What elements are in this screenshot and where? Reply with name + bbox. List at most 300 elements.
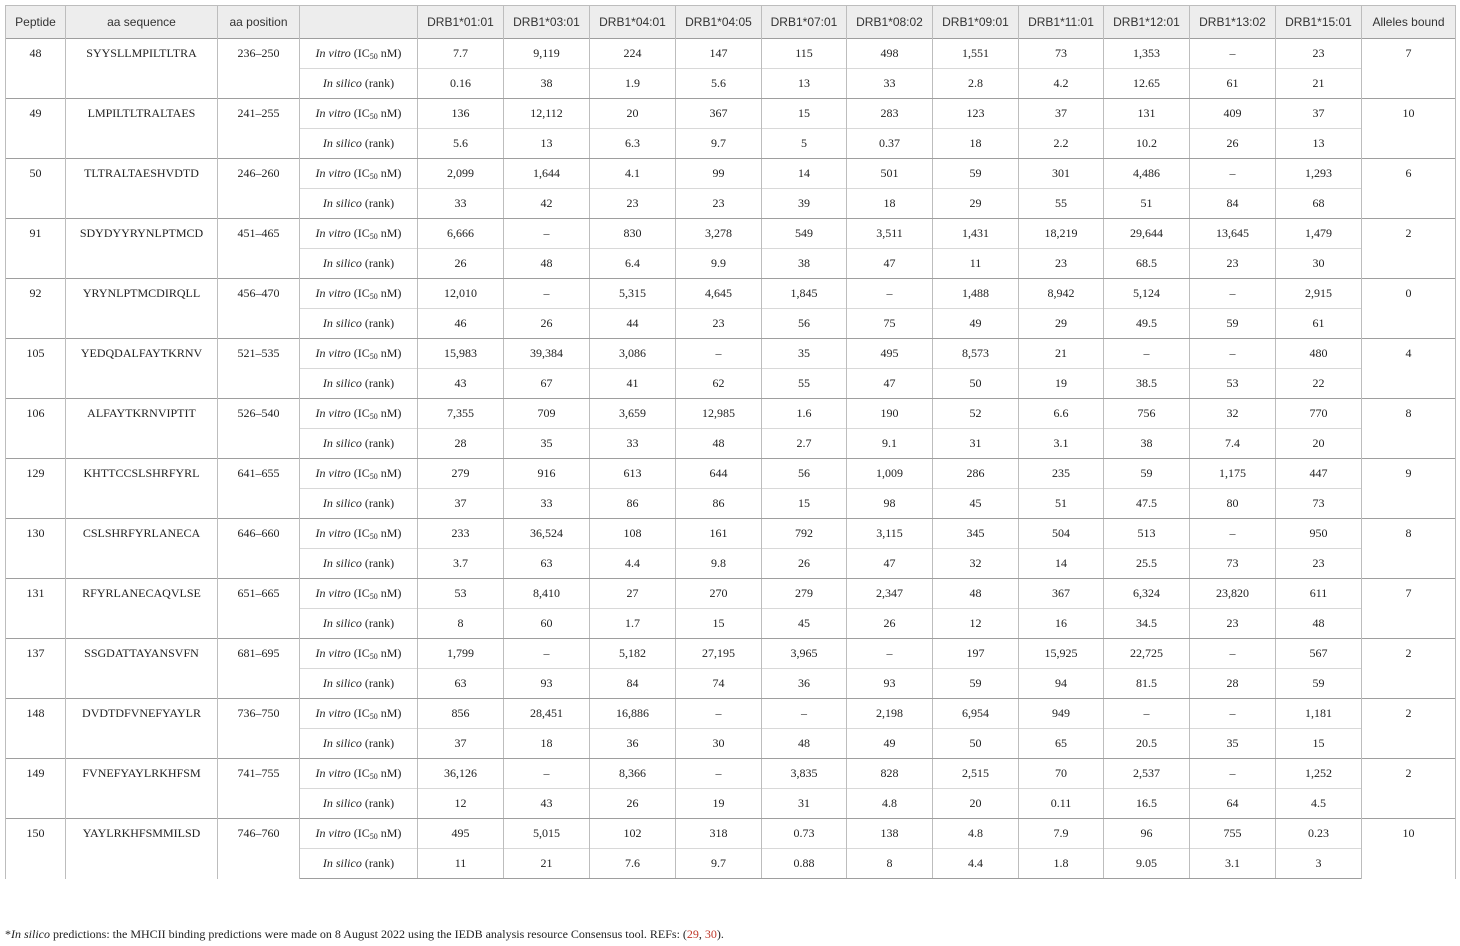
in-silico-value-cell: 1.7 [590, 609, 676, 639]
measure-italic: In silico [322, 316, 362, 330]
in-silico-value-cell: 0.88 [762, 849, 847, 879]
in-silico-value-cell: 63 [418, 669, 504, 699]
in-silico-value-cell: 73 [1276, 489, 1362, 519]
in-vitro-value-cell: 1,293 [1276, 159, 1362, 189]
in-vitro-value-cell: 70 [1019, 759, 1104, 789]
measure-italic: In vitro [315, 406, 351, 420]
in-vitro-value-cell: 6,954 [933, 699, 1019, 729]
measure-label-in-vitro [300, 459, 418, 489]
in-vitro-value-cell: – [1190, 279, 1276, 309]
in-silico-value-cell: 81.5 [1104, 669, 1190, 699]
in-vitro-value-cell: 18,219 [1019, 219, 1104, 249]
in-silico-value-cell: 15 [762, 489, 847, 519]
sequence-cell: RFYRLANECAQVLSE [66, 579, 218, 639]
in-vitro-value-cell: 1,353 [1104, 39, 1190, 69]
measure-italic: In silico [322, 616, 362, 630]
position-cell: 746–760 [218, 819, 300, 879]
measure-pre: (IC [350, 346, 370, 360]
measure-rest: (rank) [361, 496, 395, 510]
in-silico-value-cell: 33 [418, 189, 504, 219]
in-vitro-value-cell: 12,010 [418, 279, 504, 309]
in-silico-value-cell: 15 [1276, 729, 1362, 759]
in-vitro-value-cell: 367 [676, 99, 762, 129]
in-silico-value-cell: 9.8 [676, 549, 762, 579]
measure-italic: In vitro [315, 226, 351, 240]
measure-post: nM) [377, 46, 402, 60]
peptide-id-cell: 106 [6, 399, 66, 459]
sequence-cell: SSGDATTAYANSVFN [66, 639, 218, 699]
in-vitro-value-cell: 15,925 [1019, 639, 1104, 669]
measure-rest: (rank) [361, 256, 395, 270]
column-header: DRB1*07:01 [762, 6, 847, 39]
peptide-id-cell: 49 [6, 99, 66, 159]
in-vitro-value-cell: 279 [418, 459, 504, 489]
in-vitro-value-cell: 949 [1019, 699, 1104, 729]
in-vitro-value-cell: 5,315 [590, 279, 676, 309]
alleles-bound-cell: 7 [1362, 39, 1456, 99]
in-vitro-value-cell: 367 [1019, 579, 1104, 609]
in-vitro-value-cell: 52 [933, 399, 1019, 429]
table-row [6, 219, 1456, 249]
in-vitro-value-cell: 3,965 [762, 639, 847, 669]
in-vitro-value-cell: 7.9 [1019, 819, 1104, 849]
measure-label-in-vitro [300, 159, 418, 189]
in-vitro-value-cell: 1,488 [933, 279, 1019, 309]
column-header: Alleles bound [1362, 6, 1456, 39]
in-vitro-value-cell: 4,486 [1104, 159, 1190, 189]
in-silico-value-cell: 11 [418, 849, 504, 879]
in-vitro-value-cell: 8,573 [933, 339, 1019, 369]
in-vitro-value-cell: 36,126 [418, 759, 504, 789]
in-silico-value-cell: 50 [933, 369, 1019, 399]
in-vitro-value-cell: – [1190, 39, 1276, 69]
measure-italic: In silico [322, 376, 362, 390]
measure-sub: 50 [369, 592, 378, 601]
measure-pre: (IC [350, 766, 370, 780]
in-vitro-value-cell: 3,086 [590, 339, 676, 369]
in-vitro-value-cell: – [1190, 519, 1276, 549]
in-vitro-value-cell: 9,119 [504, 39, 590, 69]
measure-italic: In silico [322, 796, 362, 810]
measure-pre: (IC [350, 586, 370, 600]
measure-italic: In silico [322, 76, 362, 90]
measure-italic: In vitro [315, 346, 351, 360]
in-vitro-value-cell: 3,835 [762, 759, 847, 789]
in-vitro-value-cell: 2,915 [1276, 279, 1362, 309]
in-silico-value-cell: 4.8 [847, 789, 933, 819]
in-vitro-value-cell: 27,195 [676, 639, 762, 669]
measure-italic: In vitro [315, 46, 351, 60]
in-vitro-value-cell: 23 [1276, 39, 1362, 69]
in-silico-value-cell: 19 [1019, 369, 1104, 399]
in-vitro-value-cell: 3,278 [676, 219, 762, 249]
in-silico-value-cell: 30 [676, 729, 762, 759]
in-silico-value-cell: 9.7 [676, 849, 762, 879]
in-silico-value-cell: 64 [1190, 789, 1276, 819]
in-silico-value-cell: 33 [847, 69, 933, 99]
in-silico-value-cell: 5.6 [676, 69, 762, 99]
in-vitro-value-cell: 136 [418, 99, 504, 129]
table-row [6, 399, 1456, 429]
measure-pre: (IC [350, 226, 370, 240]
column-header: DRB1*08:02 [847, 6, 933, 39]
measure-post: nM) [377, 706, 402, 720]
in-silico-value-cell: 23 [1276, 549, 1362, 579]
measure-italic: In silico [322, 136, 362, 150]
in-vitro-value-cell: 0.23 [1276, 819, 1362, 849]
in-silico-value-cell: 26 [418, 249, 504, 279]
in-vitro-value-cell: 37 [1019, 99, 1104, 129]
footnote-marker: * [5, 927, 11, 941]
peptide-id-cell: 50 [6, 159, 66, 219]
measure-label-in-silico [300, 129, 418, 159]
in-silico-value-cell: 49 [847, 729, 933, 759]
in-silico-value-cell: 33 [590, 429, 676, 459]
in-silico-value-cell: 19 [676, 789, 762, 819]
table-row [6, 459, 1456, 489]
measure-pre: (IC [350, 406, 370, 420]
in-vitro-value-cell: 37 [1276, 99, 1362, 129]
in-vitro-value-cell: 123 [933, 99, 1019, 129]
measure-post: nM) [377, 526, 402, 540]
in-vitro-value-cell: – [676, 339, 762, 369]
in-vitro-value-cell: 59 [933, 159, 1019, 189]
in-vitro-value-cell: 1,431 [933, 219, 1019, 249]
in-vitro-value-cell: 36,524 [504, 519, 590, 549]
alleles-bound-cell: 8 [1362, 519, 1456, 579]
in-vitro-value-cell: 48 [933, 579, 1019, 609]
measure-label-in-silico [300, 249, 418, 279]
in-vitro-value-cell: – [504, 639, 590, 669]
column-header: aa sequence [66, 6, 218, 39]
alleles-bound-cell: 2 [1362, 699, 1456, 759]
table-row [6, 639, 1456, 669]
in-vitro-value-cell: 108 [590, 519, 676, 549]
in-vitro-value-cell: 5,182 [590, 639, 676, 669]
in-silico-value-cell: 3 [1276, 849, 1362, 879]
in-vitro-value-cell: 0.73 [762, 819, 847, 849]
in-vitro-value-cell: 1,644 [504, 159, 590, 189]
alleles-bound-cell: 8 [1362, 399, 1456, 459]
in-silico-value-cell: 48 [676, 429, 762, 459]
in-silico-value-cell: 4.4 [590, 549, 676, 579]
column-header: DRB1*13:02 [1190, 6, 1276, 39]
measure-italic: In silico [322, 196, 362, 210]
sequence-cell: SYYSLLMPILTLTRA [66, 39, 218, 99]
measure-pre: (IC [350, 46, 370, 60]
in-silico-value-cell: 45 [933, 489, 1019, 519]
position-cell: 451–465 [218, 219, 300, 279]
in-vitro-value-cell: 115 [762, 39, 847, 69]
in-silico-value-cell: 47.5 [1104, 489, 1190, 519]
peptide-id-cell: 148 [6, 699, 66, 759]
in-vitro-value-cell: 7.7 [418, 39, 504, 69]
measure-rest: (rank) [361, 736, 395, 750]
in-silico-value-cell: 43 [504, 789, 590, 819]
peptide-id-cell: 130 [6, 519, 66, 579]
in-vitro-value-cell: 501 [847, 159, 933, 189]
in-silico-value-cell: 49.5 [1104, 309, 1190, 339]
measure-sub: 50 [369, 772, 378, 781]
in-vitro-value-cell: 613 [590, 459, 676, 489]
footnote-end: ). [716, 927, 724, 941]
in-vitro-value-cell: 27 [590, 579, 676, 609]
in-silico-value-cell: 20 [1276, 429, 1362, 459]
measure-rest: (rank) [361, 76, 395, 90]
in-silico-value-cell: 38.5 [1104, 369, 1190, 399]
in-silico-value-cell: 21 [1276, 69, 1362, 99]
measure-pre: (IC [350, 466, 370, 480]
in-silico-value-cell: 12.65 [1104, 69, 1190, 99]
in-vitro-value-cell: 770 [1276, 399, 1362, 429]
in-silico-value-cell: 68.5 [1104, 249, 1190, 279]
in-silico-value-cell: 75 [847, 309, 933, 339]
in-silico-value-cell: 6.3 [590, 129, 676, 159]
in-vitro-value-cell: 480 [1276, 339, 1362, 369]
in-vitro-value-cell: 2,347 [847, 579, 933, 609]
measure-italic: In vitro [315, 586, 351, 600]
in-silico-value-cell: 20 [933, 789, 1019, 819]
column-header: DRB1*15:01 [1276, 6, 1362, 39]
measure-label-in-vitro [300, 99, 418, 129]
table-row [6, 519, 1456, 549]
in-silico-value-cell: 23 [590, 189, 676, 219]
measure-sub: 50 [369, 832, 378, 841]
in-vitro-value-cell: – [1190, 339, 1276, 369]
alleles-bound-cell: 10 [1362, 99, 1456, 159]
in-silico-value-cell: 26 [762, 549, 847, 579]
in-vitro-value-cell: 20 [590, 99, 676, 129]
in-silico-value-cell: 12 [933, 609, 1019, 639]
in-vitro-value-cell: 6,666 [418, 219, 504, 249]
in-silico-value-cell: 84 [1190, 189, 1276, 219]
in-silico-value-cell: 55 [762, 369, 847, 399]
column-header: DRB1*03:01 [504, 6, 590, 39]
in-silico-value-cell: 65 [1019, 729, 1104, 759]
in-silico-value-cell: 31 [933, 429, 1019, 459]
in-silico-value-cell: 38 [1104, 429, 1190, 459]
measure-post: nM) [377, 226, 402, 240]
in-vitro-value-cell: 6,324 [1104, 579, 1190, 609]
measure-label-in-vitro [300, 39, 418, 69]
measure-pre: (IC [350, 106, 370, 120]
in-vitro-value-cell: 567 [1276, 639, 1362, 669]
position-cell: 241–255 [218, 99, 300, 159]
in-silico-value-cell: 36 [590, 729, 676, 759]
footnote-italic: In silico [11, 927, 50, 941]
in-silico-value-cell: 16.5 [1104, 789, 1190, 819]
in-silico-value-cell: 15 [676, 609, 762, 639]
peptide-id-cell: 92 [6, 279, 66, 339]
in-silico-value-cell: 51 [1019, 489, 1104, 519]
peptide-id-cell: 48 [6, 39, 66, 99]
alleles-bound-cell: 6 [1362, 159, 1456, 219]
measure-label-in-silico [300, 189, 418, 219]
measure-sub: 50 [369, 52, 378, 61]
in-vitro-value-cell: 147 [676, 39, 762, 69]
in-silico-value-cell: 0.11 [1019, 789, 1104, 819]
measure-pre: (IC [350, 286, 370, 300]
measure-rest: (rank) [361, 196, 395, 210]
in-vitro-value-cell: 233 [418, 519, 504, 549]
reference-link-30[interactable]: 30 [704, 927, 717, 941]
sequence-cell: YRYNLPTMCDIRQLL [66, 279, 218, 339]
in-silico-value-cell: 9.05 [1104, 849, 1190, 879]
in-silico-value-cell: 38 [504, 69, 590, 99]
in-vitro-value-cell: 190 [847, 399, 933, 429]
position-cell: 646–660 [218, 519, 300, 579]
column-header: DRB1*04:01 [590, 6, 676, 39]
in-vitro-value-cell: 1,479 [1276, 219, 1362, 249]
in-vitro-value-cell: – [676, 699, 762, 729]
alleles-bound-cell: 7 [1362, 579, 1456, 639]
alleles-bound-cell: 10 [1362, 819, 1456, 879]
in-vitro-value-cell: 197 [933, 639, 1019, 669]
footnote-text: predictions: the MHCII binding predictions were made on 8 August 2022 using the IEDB analysis resource Consensus tool. REFs: ( [50, 927, 687, 941]
measure-sub: 50 [369, 652, 378, 661]
column-header: DRB1*11:01 [1019, 6, 1104, 39]
in-silico-value-cell: 7.6 [590, 849, 676, 879]
binding-results-table [5, 5, 1456, 879]
in-vitro-value-cell: 99 [676, 159, 762, 189]
table-row [6, 39, 1456, 69]
column-header: DRB1*01:01 [418, 6, 504, 39]
measure-sub: 50 [369, 532, 378, 541]
in-silico-value-cell: 59 [1190, 309, 1276, 339]
in-silico-value-cell: 33 [504, 489, 590, 519]
in-vitro-value-cell: 2,198 [847, 699, 933, 729]
table-row [6, 699, 1456, 729]
in-vitro-value-cell: 59 [1104, 459, 1190, 489]
in-silico-value-cell: 5 [762, 129, 847, 159]
in-silico-value-cell: 48 [504, 249, 590, 279]
in-vitro-value-cell: – [676, 759, 762, 789]
in-silico-value-cell: 50 [933, 729, 1019, 759]
in-silico-value-cell: 23 [1190, 609, 1276, 639]
sequence-cell: LMPILTLTRALTAES [66, 99, 218, 159]
in-vitro-value-cell: 345 [933, 519, 1019, 549]
in-vitro-value-cell: 279 [762, 579, 847, 609]
in-silico-value-cell: 61 [1276, 309, 1362, 339]
in-vitro-value-cell: 318 [676, 819, 762, 849]
in-silico-value-cell: 4.5 [1276, 789, 1362, 819]
in-silico-value-cell: 26 [590, 789, 676, 819]
in-vitro-value-cell: 39,384 [504, 339, 590, 369]
in-vitro-value-cell: 495 [418, 819, 504, 849]
in-vitro-value-cell: 792 [762, 519, 847, 549]
in-vitro-value-cell: 4.1 [590, 159, 676, 189]
table-row [6, 819, 1456, 849]
in-vitro-value-cell: 3,659 [590, 399, 676, 429]
measure-label-in-vitro [300, 579, 418, 609]
measure-label-in-silico [300, 849, 418, 879]
in-vitro-value-cell: 498 [847, 39, 933, 69]
sequence-cell: TLTRALTAESHVDTD [66, 159, 218, 219]
measure-post: nM) [377, 166, 402, 180]
measure-post: nM) [377, 466, 402, 480]
in-silico-value-cell: 53 [1190, 369, 1276, 399]
in-silico-value-cell: 23 [1190, 249, 1276, 279]
in-silico-value-cell: 10.2 [1104, 129, 1190, 159]
in-silico-value-cell: 93 [847, 669, 933, 699]
measure-italic: In vitro [315, 106, 351, 120]
in-vitro-value-cell: 138 [847, 819, 933, 849]
in-silico-value-cell: 44 [590, 309, 676, 339]
in-silico-value-cell: 6.4 [590, 249, 676, 279]
alleles-bound-cell: 2 [1362, 759, 1456, 819]
in-vitro-value-cell: 828 [847, 759, 933, 789]
measure-italic: In silico [322, 856, 362, 870]
table-row [6, 579, 1456, 609]
peptide-id-cell: 149 [6, 759, 66, 819]
in-vitro-value-cell: 12,112 [504, 99, 590, 129]
in-silico-value-cell: 36 [762, 669, 847, 699]
sequence-cell: DVDTDFVNEFYAYLR [66, 699, 218, 759]
measure-sub: 50 [369, 292, 378, 301]
in-silico-value-cell: 18 [504, 729, 590, 759]
in-vitro-value-cell: 1,551 [933, 39, 1019, 69]
in-silico-value-cell: 18 [933, 129, 1019, 159]
in-vitro-value-cell: 4,645 [676, 279, 762, 309]
measure-label-in-silico [300, 729, 418, 759]
in-vitro-value-cell: 7,355 [418, 399, 504, 429]
in-vitro-value-cell: – [762, 699, 847, 729]
in-vitro-value-cell: 301 [1019, 159, 1104, 189]
in-silico-value-cell: 20.5 [1104, 729, 1190, 759]
in-vitro-value-cell: 1,175 [1190, 459, 1276, 489]
in-vitro-value-cell: 549 [762, 219, 847, 249]
in-vitro-value-cell: 131 [1104, 99, 1190, 129]
sequence-cell: ALFAYTKRNVIPTIT [66, 399, 218, 459]
in-silico-value-cell: 39 [762, 189, 847, 219]
measure-label-in-silico [300, 69, 418, 99]
in-vitro-value-cell: 29,644 [1104, 219, 1190, 249]
in-vitro-value-cell: 447 [1276, 459, 1362, 489]
in-vitro-value-cell: 21 [1019, 339, 1104, 369]
position-cell: 736–750 [218, 699, 300, 759]
in-silico-value-cell: 4.2 [1019, 69, 1104, 99]
in-silico-value-cell: 43 [418, 369, 504, 399]
in-vitro-value-cell: 644 [676, 459, 762, 489]
in-silico-value-cell: 86 [676, 489, 762, 519]
in-vitro-value-cell: 8,410 [504, 579, 590, 609]
in-silico-value-cell: 14 [1019, 549, 1104, 579]
position-cell: 681–695 [218, 639, 300, 699]
sequence-cell: SDYDYYRYNLPTMCD [66, 219, 218, 279]
in-vitro-value-cell: 13,645 [1190, 219, 1276, 249]
in-vitro-value-cell: 1,799 [418, 639, 504, 669]
measure-italic: In vitro [315, 766, 351, 780]
in-silico-value-cell: 61 [1190, 69, 1276, 99]
column-header: DRB1*09:01 [933, 6, 1019, 39]
in-vitro-value-cell: 1,009 [847, 459, 933, 489]
in-vitro-value-cell: 8,366 [590, 759, 676, 789]
in-silico-value-cell: 2.8 [933, 69, 1019, 99]
in-silico-value-cell: 3.7 [418, 549, 504, 579]
column-header [300, 6, 418, 39]
measure-sub: 50 [369, 112, 378, 121]
alleles-bound-cell: 2 [1362, 219, 1456, 279]
in-vitro-value-cell: 4.8 [933, 819, 1019, 849]
reference-link-29[interactable]: 29 [686, 927, 699, 941]
in-vitro-value-cell: 916 [504, 459, 590, 489]
in-vitro-value-cell: 504 [1019, 519, 1104, 549]
in-silico-value-cell: 29 [933, 189, 1019, 219]
measure-italic: In silico [322, 496, 362, 510]
measure-post: nM) [377, 406, 402, 420]
in-vitro-value-cell: 32 [1190, 399, 1276, 429]
in-silico-value-cell: 26 [1190, 129, 1276, 159]
